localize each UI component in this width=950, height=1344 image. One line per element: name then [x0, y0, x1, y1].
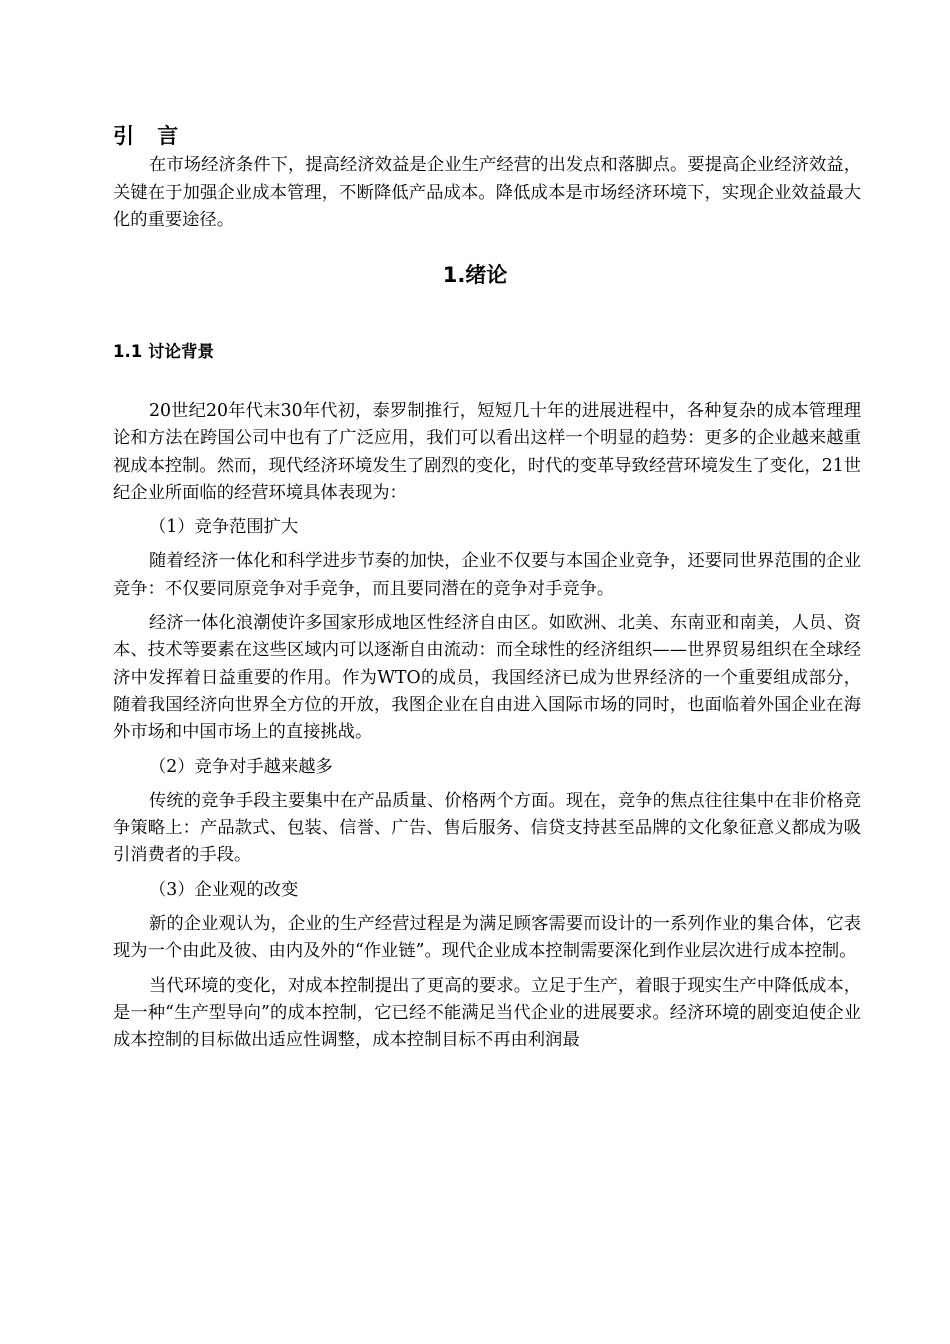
section-body	[113, 398, 861, 1062]
body-paragraph-4: 传统的竞争手段主要集中在产品质量、价格两个方面。现在，竞争的焦点往往集中在非价格竞争策略上：产品款式、包装、信誉、广告、售后服务、信贷支持甚至品牌的文化象征意义都成为吸引消费者的手段。	[113, 790, 861, 866]
list-item-1: （1）竞争范围扩大	[149, 517, 299, 538]
body-paragraph-1: 20世纪20年代末30年代初，泰罗制推行，短短几十年的进展进程中，各种复杂的成本管理理论和方法在跨国公司中也有了广泛应用，我们可以看出这样一个明显的趋势：更多的企业越来越重视成本控制。然而，现代经济环境发生了剧烈的变化，时代的变革导致经营环境发生了变化，21世纪企业所面临的经营环境具体表现为：	[113, 401, 861, 503]
intro-paragraph: 在市场经济条件下，提高经济效益是企业生产经营的出发点和落脚点。要提高企业经济效益，关键在于加强企业成本管理，不断降低产品成本。降低成本是市场经济环境下，实现企业效益最大化的重要途径。	[113, 155, 861, 230]
body-paragraph-3: 经济一体化浪潮使许多国家形成地区性经济自由区。如欧洲、北美、东南亚和南美，人员、资本、技术等要素在这些区域内可以逐渐自由流动：而全球性的经济组织——世界贸易组织在全球经济中发挥着日益重要的作用。作为WTO的成员，我国经济已成为世界经济的一个重要组成部分，随着我国经济向世界全方位的开放，我图企业在自由进入国际市场的同时，也面临着外国企业在海外市场和中国市场上的直接挑战。	[113, 613, 861, 743]
list-item-2: （2）竞争对手越来越多	[149, 756, 333, 777]
list-item-3: （3）企业观的改变	[149, 879, 299, 900]
intro-heading: 引 言	[113, 124, 187, 148]
chapter-title: 1.绪论	[442, 263, 508, 287]
body-paragraph-2: 随着经济一体化和科学进步节奏的加快，企业不仅要与本国企业竞争，还要同世界范围的企业竞争：不仅要同原竞争对手竞争，而且要同潜在的竞争对手竞争。	[113, 551, 861, 599]
body-paragraph-5: 新的企业观认为，企业的生产经营过程是为满足顾客需要而设计的一系列作业的集合体，它表现为一个由此及彼、由内及外的“作业链”。现代企业成本控制需要深化到作业层次进行成本控制。	[113, 914, 861, 962]
body-paragraph-6: 当代环境的变化，对成本控制提出了更高的要求。立足于生产，着眼于现实生产中降低成本，是一种“生产型导向”的成本控制，它已经不能满足当代企业的进展要求。经济环境的剧变迫使企业成本控制的目标做出适应性调整，成本控制目标不再由利润最	[113, 975, 861, 1051]
section-title: 1.1 讨论背景	[113, 342, 214, 361]
